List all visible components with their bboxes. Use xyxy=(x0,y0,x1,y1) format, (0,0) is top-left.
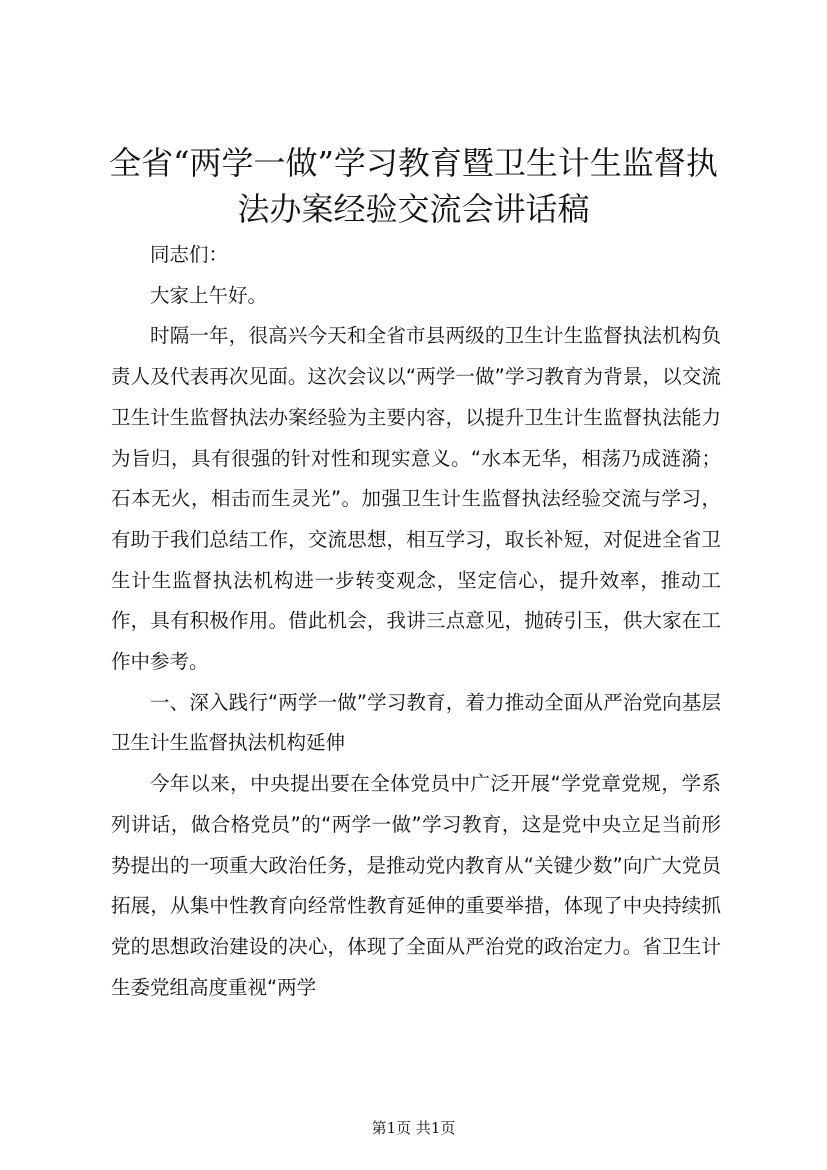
body-paragraph: 时隔一年，很高兴今天和全省市县两级的卫生计生监督执法机构负责人及代表再次见面。这次会议以“两学一做”学习教育为背景，以交流卫生计生监督执法办案经验为主要内容，以提升卫生计生监督执法能力为旨归，具有很强的针对性和现实意义。“水本无华，相荡乃成涟漪；石本无火，相击而生灵光”。加强卫生计生监督执法经验交流与学习，有助于我们总结工作，交流思想，相互学习，取长补短，对促进全省卫生计生监督执法机构进一步转变观念，坚定信心，提升效率，推动工作，具有积极作用。借此机会，我讲三点意见，抛砖引玉，供大家在工作中参考。 xyxy=(111,324,721,674)
section-heading-paragraph: 一、深入践行“两学一做”学习教育，着力推动全面从严治党向基层卫生计生监督执法机构延伸 xyxy=(111,690,721,755)
document-title: 全省“两学一做”学习教育暨卫生计生监督执法办案经验交流会讲话稿 xyxy=(109,144,718,228)
page-number-footer: 第1页 共1页 xyxy=(371,1119,456,1137)
body-paragraph: 今年以来，中央提出要在全体党员中广泛开展“学党章党规，学系列讲话，做合格党员”的“两学一做”学习教育，这是党中央立足当前形势提出的一项重大政治任务，是推动党内教育从“关键少数”向广大党员拓展，从集中性教育向经常性教育延伸的重要举措，体现了中央持续抓党的思想政治建设的决心，体现了全面从严治党的政治定力。省卫生计生委党组高度重视“两学 xyxy=(111,772,721,999)
salutation-paragraph: 同志们： xyxy=(150,243,229,266)
greeting-paragraph: 大家上午好。 xyxy=(150,283,268,307)
document-body xyxy=(111,235,721,1008)
